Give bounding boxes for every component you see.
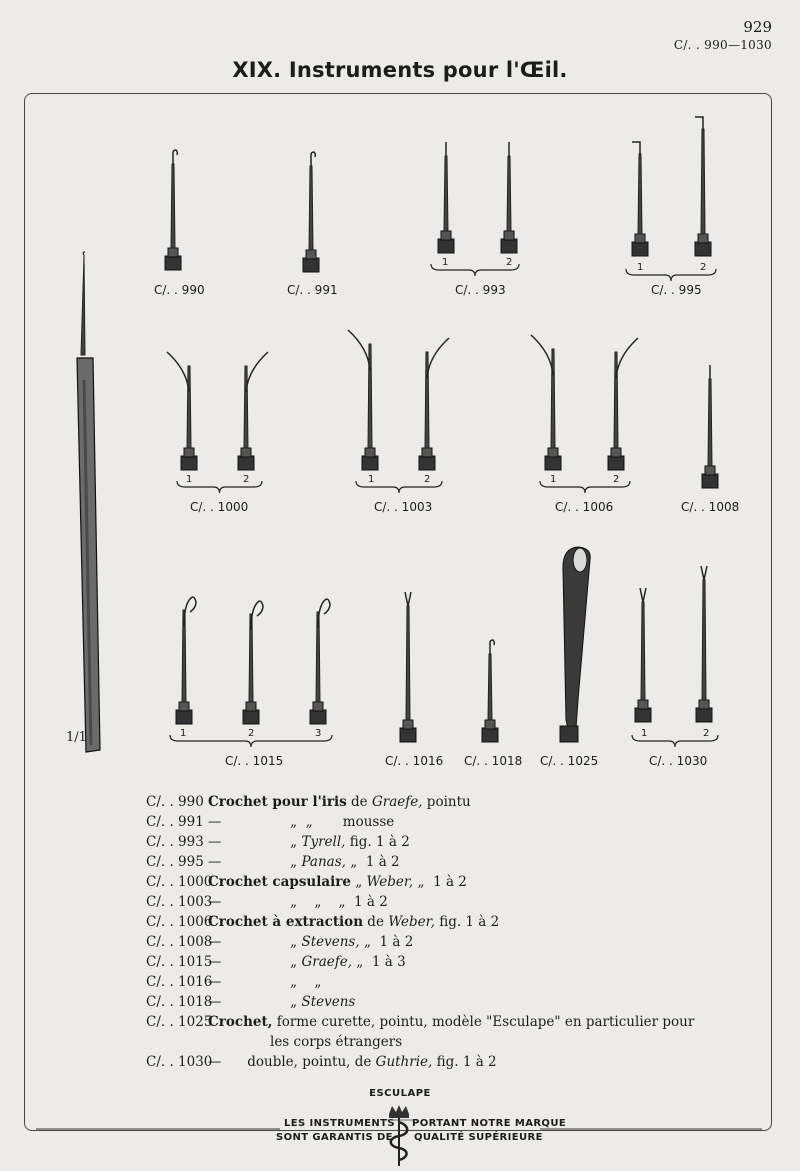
legend-description: — „ „ mousse [208, 814, 395, 830]
ref-label: C/. . 1015 [225, 754, 284, 768]
legend-code: C/. . 990 [146, 794, 204, 810]
fig-number: 2 [613, 474, 620, 485]
legend-code: C/. . 1018 [146, 994, 213, 1010]
ref-label: C/. . 995 [651, 283, 702, 297]
ref-label: C/. . 1008 [681, 500, 740, 514]
fig-number: 1 [550, 474, 557, 485]
ref-label: C/. . 1003 [374, 500, 433, 514]
legend-code: C/. . 1025 [146, 1014, 213, 1030]
legend-description: Crochet pour l'iris de Graefe, pointu [208, 794, 471, 810]
fig-number: 2 [424, 474, 431, 485]
legend-code: C/. . 1008 [146, 934, 213, 950]
legend-code: C/. . 995 [146, 854, 204, 870]
legend-description: — double, pointu, de Guthrie, fig. 1 à 2 [208, 1054, 497, 1070]
brand-name: ESCULAPE [369, 1088, 431, 1099]
legend-description: — „ „ [208, 974, 322, 990]
ref-label: C/. . 991 [287, 283, 338, 297]
legend-description: — „ Panas, „ 1 à 2 [208, 854, 400, 870]
page-title: XIX. Instruments pour l'Œil. [232, 58, 568, 82]
scale-label: 1/1 [66, 730, 87, 745]
legend-code: C/. . 1000 [146, 874, 213, 890]
ref-label: C/. . 1000 [190, 500, 249, 514]
legend-description: Crochet à extraction de Weber, fig. 1 à 2 [208, 914, 500, 930]
legend-description: Crochet, forme curette, pointu, modèle "Esculape" en particulier pour [208, 1014, 695, 1030]
legend-code: C/. . 1030 [146, 1054, 213, 1070]
legend-code: C/. . 1003 [146, 894, 213, 910]
fig-number: 2 [248, 728, 255, 739]
footer-text: LES INSTRUMENTS [284, 1118, 395, 1129]
footer-text: QUALITÉ SUPÉRIEURE [414, 1132, 543, 1143]
ref-label: C/. . 990 [154, 283, 205, 297]
fig-number: 1 [180, 728, 187, 739]
fig-number: 1 [368, 474, 375, 485]
legend-code: C/. . 991 [146, 814, 204, 830]
legend-description: — „ Stevens [208, 994, 356, 1010]
legend-code: C/. . 1015 [146, 954, 213, 970]
ref-label: C/. . 1025 [540, 754, 599, 768]
ref-label: C/. . 1030 [649, 754, 708, 768]
legend-code: C/. . 1006 [146, 914, 213, 930]
legend-code: C/. . 993 [146, 834, 204, 850]
fig-number: 2 [506, 257, 513, 268]
page-number: 929 [743, 18, 772, 36]
fig-number: 1 [442, 257, 449, 268]
legend-code: C/. . 1016 [146, 974, 213, 990]
fig-number: 2 [243, 474, 250, 485]
page-range: C/. . 990—1030 [673, 38, 772, 52]
legend-description: — „ Tyrell, fig. 1 à 2 [208, 834, 410, 850]
ref-label: C/. . 1006 [555, 500, 614, 514]
legend-description: — „ Graefe, „ 1 à 3 [208, 954, 406, 970]
ref-label: C/. . 1018 [464, 754, 523, 768]
ref-label: C/. . 1016 [385, 754, 444, 768]
fig-number: 3 [315, 728, 322, 739]
fig-number: 2 [703, 728, 710, 739]
footer-text: SONT GARANTIS DE [276, 1132, 393, 1143]
legend-continuation: les corps étrangers [270, 1034, 403, 1050]
fig-number: 1 [641, 728, 648, 739]
legend-description: — „ Stevens, „ 1 à 2 [208, 934, 414, 950]
legend-description: — „ „ „ 1 à 2 [208, 894, 388, 910]
fig-number: 1 [186, 474, 193, 485]
fig-number: 1 [637, 262, 644, 273]
legend-description: Crochet capsulaire „ Weber, „ 1 à 2 [208, 874, 467, 890]
footer-text: PORTANT NOTRE MARQUE [412, 1118, 567, 1129]
fig-number: 2 [700, 262, 707, 273]
ref-label: C/. . 993 [455, 283, 506, 297]
